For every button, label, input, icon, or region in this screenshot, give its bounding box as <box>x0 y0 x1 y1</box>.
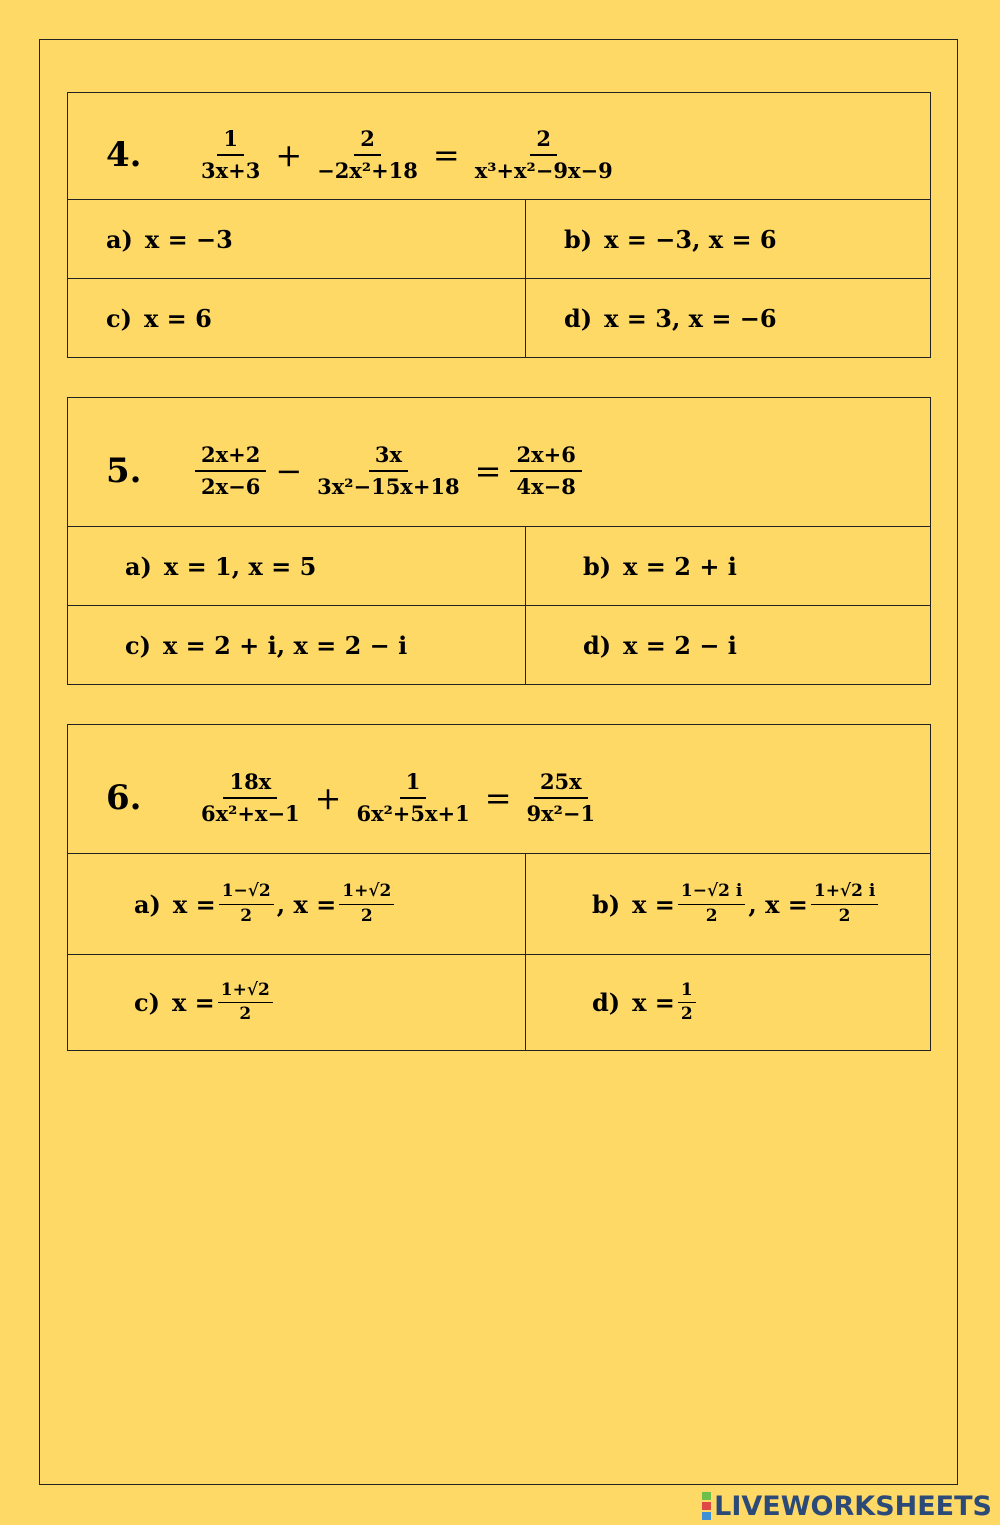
option-a[interactable]: a) x = 1, x = 5 <box>68 527 526 606</box>
fraction: $\frac{1}{\text{6x²+5x+1}}$ <box>356 768 470 826</box>
option-b[interactable]: b) x = $\frac{1-√2 i}{2}$ , x = $\frac{1+√2 i}{2}$ <box>526 854 931 955</box>
operator: + <box>314 779 342 817</box>
operator: = <box>432 136 460 174</box>
fraction: $\frac{2x+6}{4x-8}$ <box>510 442 581 501</box>
option-a[interactable]: a) x = −3 <box>68 200 526 279</box>
operator: = <box>484 779 512 817</box>
logo-text: LIVEWORKSHEETS <box>714 1490 992 1522</box>
fraction: $\frac{1+√2}{2}$ <box>218 980 273 1026</box>
option-b[interactable]: b) x = 2 + i <box>526 527 931 606</box>
fraction: $\frac{2}{\text{x³+x²−9x−9}}$ <box>474 125 613 183</box>
question-4-equation-cell <box>68 93 931 200</box>
option-b[interactable]: b) x = −3, x = 6 <box>526 200 931 279</box>
option-c[interactable]: c) x = $\frac{1+√2}{2}$ <box>68 955 526 1051</box>
fraction: $\frac{1-√2 i}{2}$ <box>678 881 745 927</box>
logo-mark-icon <box>702 1491 711 1521</box>
question-number: 4. <box>106 135 142 175</box>
operator: + <box>275 136 303 174</box>
option-d[interactable]: d) x = 3, x = −6 <box>526 279 931 358</box>
fraction: $\frac{1}{3x+3}$ <box>201 125 261 183</box>
operator: − <box>275 452 303 490</box>
question-number: 6. <box>106 778 142 818</box>
operator: = <box>474 452 502 490</box>
fraction: $\frac{2}{\text{−2x²+18}}$ <box>317 125 418 183</box>
option-c[interactable]: c) x = 6 <box>68 279 526 358</box>
fraction: $\frac{1+√2 i}{2}$ <box>811 881 878 927</box>
equation <box>68 751 930 828</box>
fraction: $\frac{1-√2}{2}$ <box>219 881 274 927</box>
equation <box>68 108 930 185</box>
fraction: $\frac{2x+2}{2x-6}$ <box>195 442 266 501</box>
question-5-equation-cell <box>68 398 931 527</box>
fraction: $\frac{1}{2}$ <box>678 980 696 1026</box>
equation <box>68 424 930 501</box>
liveworksheets-logo[interactable] <box>702 1489 992 1523</box>
question-number: 5. <box>106 451 142 491</box>
question-4-table <box>67 92 931 358</box>
option-c[interactable]: c) x = 2 + i, x = 2 − i <box>68 606 526 685</box>
question-6-equation-cell <box>68 725 931 854</box>
question-5-table <box>67 397 931 685</box>
fraction: $\frac{3x}{\text{3x²−15x+18}}$ <box>317 441 460 499</box>
option-d[interactable]: d) x = 2 − i <box>526 606 931 685</box>
option-a[interactable]: a) x = $\frac{1-√2}{2}$ , x = $\frac{1+√2}{2}$ <box>68 854 526 955</box>
question-6-table <box>67 724 931 1051</box>
fraction: $\frac{25x}{\text{9x²−1}}$ <box>526 768 596 826</box>
fraction: $\frac{1+√2}{2}$ <box>339 881 394 927</box>
fraction: $\frac{18x}{\text{6x²+x−1}}$ <box>201 768 300 826</box>
option-d[interactable]: d) x = $\frac{1}{2}$ <box>526 955 931 1051</box>
